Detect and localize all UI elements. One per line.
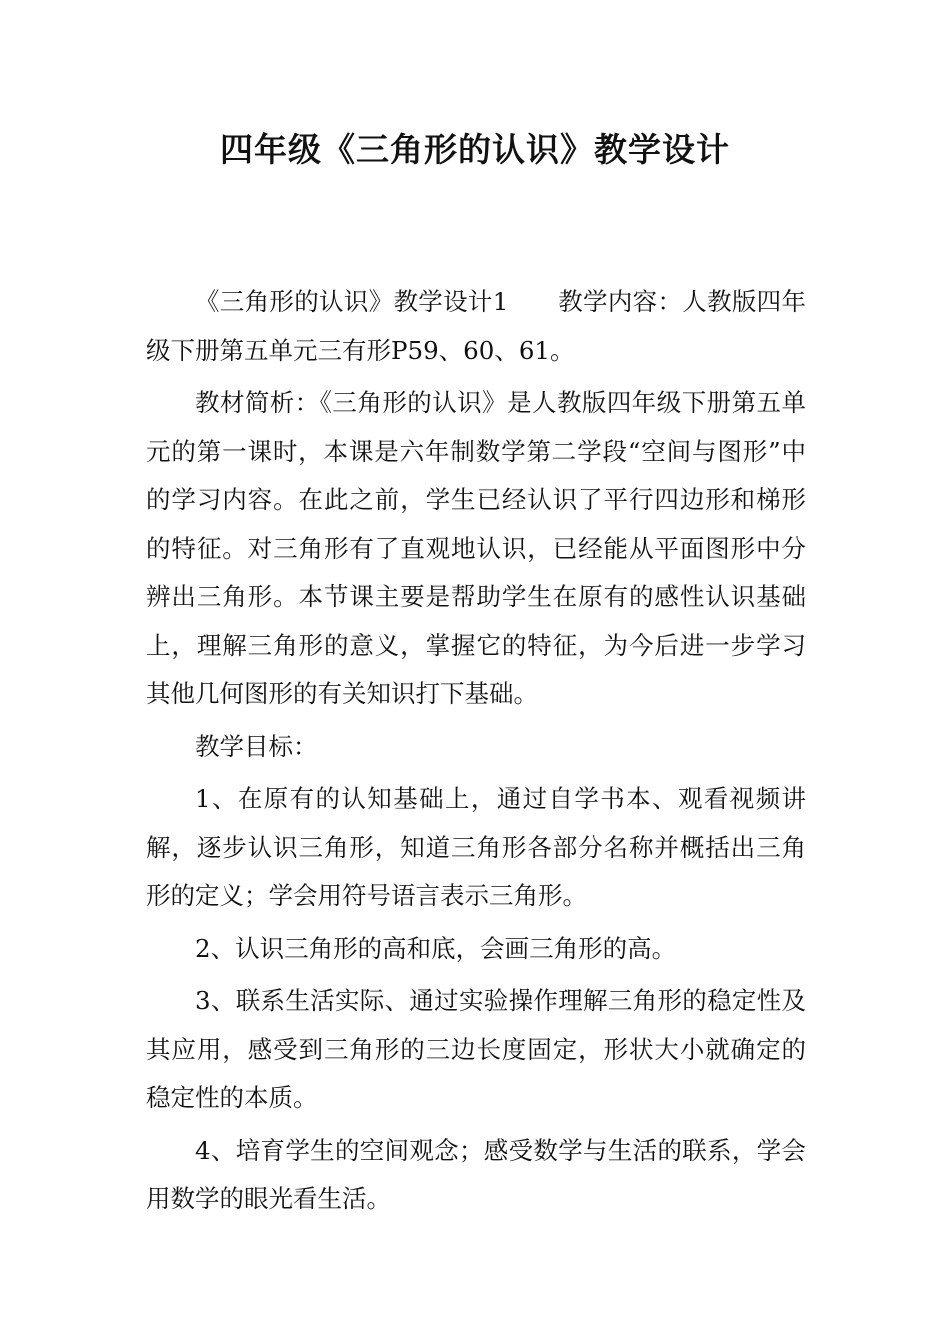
document-body [146,278,806,1228]
paragraph-material-analysis: 教材简析：《三角形的认识》是人教版四年级下册第五单元的第一课时，本课是六年制数学第二学段“空间与图形”中的学习内容。在此之前，学生已经认识了平行四边形和梯形的特征。对三角形有了直观地认识，已经能从平面图形中分辨出三角形。本节课主要是帮助学生在原有的感性认识基础上，理解三角形的意义，掌握它的特征，为今后进一步学习其他几何图形的有关知识打下基础。 [146,388,806,708]
paragraph-objective-1: 1、在原有的认知基础上，通过自学书本、观看视频讲解，逐步认识三角形，知道三角形各部分名称并概括出三角形的定义；学会用符号语言表示三角形。 [146,784,806,910]
paragraph-intro: 《三角形的认识》教学设计1 教学内容：人教版四年级下册第五单元三有形P59、60、61。 [146,287,806,365]
document-title: 四年级《三角形的认识》教学设计 [220,130,730,169]
paragraph-objective-3: 3、联系生活实际、通过实验操作理解三角形的稳定性及其应用，感受到三角形的三边长度固定，形状大小就确定的稳定性的本质。 [146,986,806,1112]
paragraph-objective-2: 2、认识三角形的高和底，会画三角形的高。 [195,933,677,963]
paragraph-objective-4: 4、培育学生的空间观念；感受数学与生活的联系，学会用数学的眼光看生活。 [146,1135,806,1213]
paragraph-objectives-heading: 教学目标： [195,731,318,761]
